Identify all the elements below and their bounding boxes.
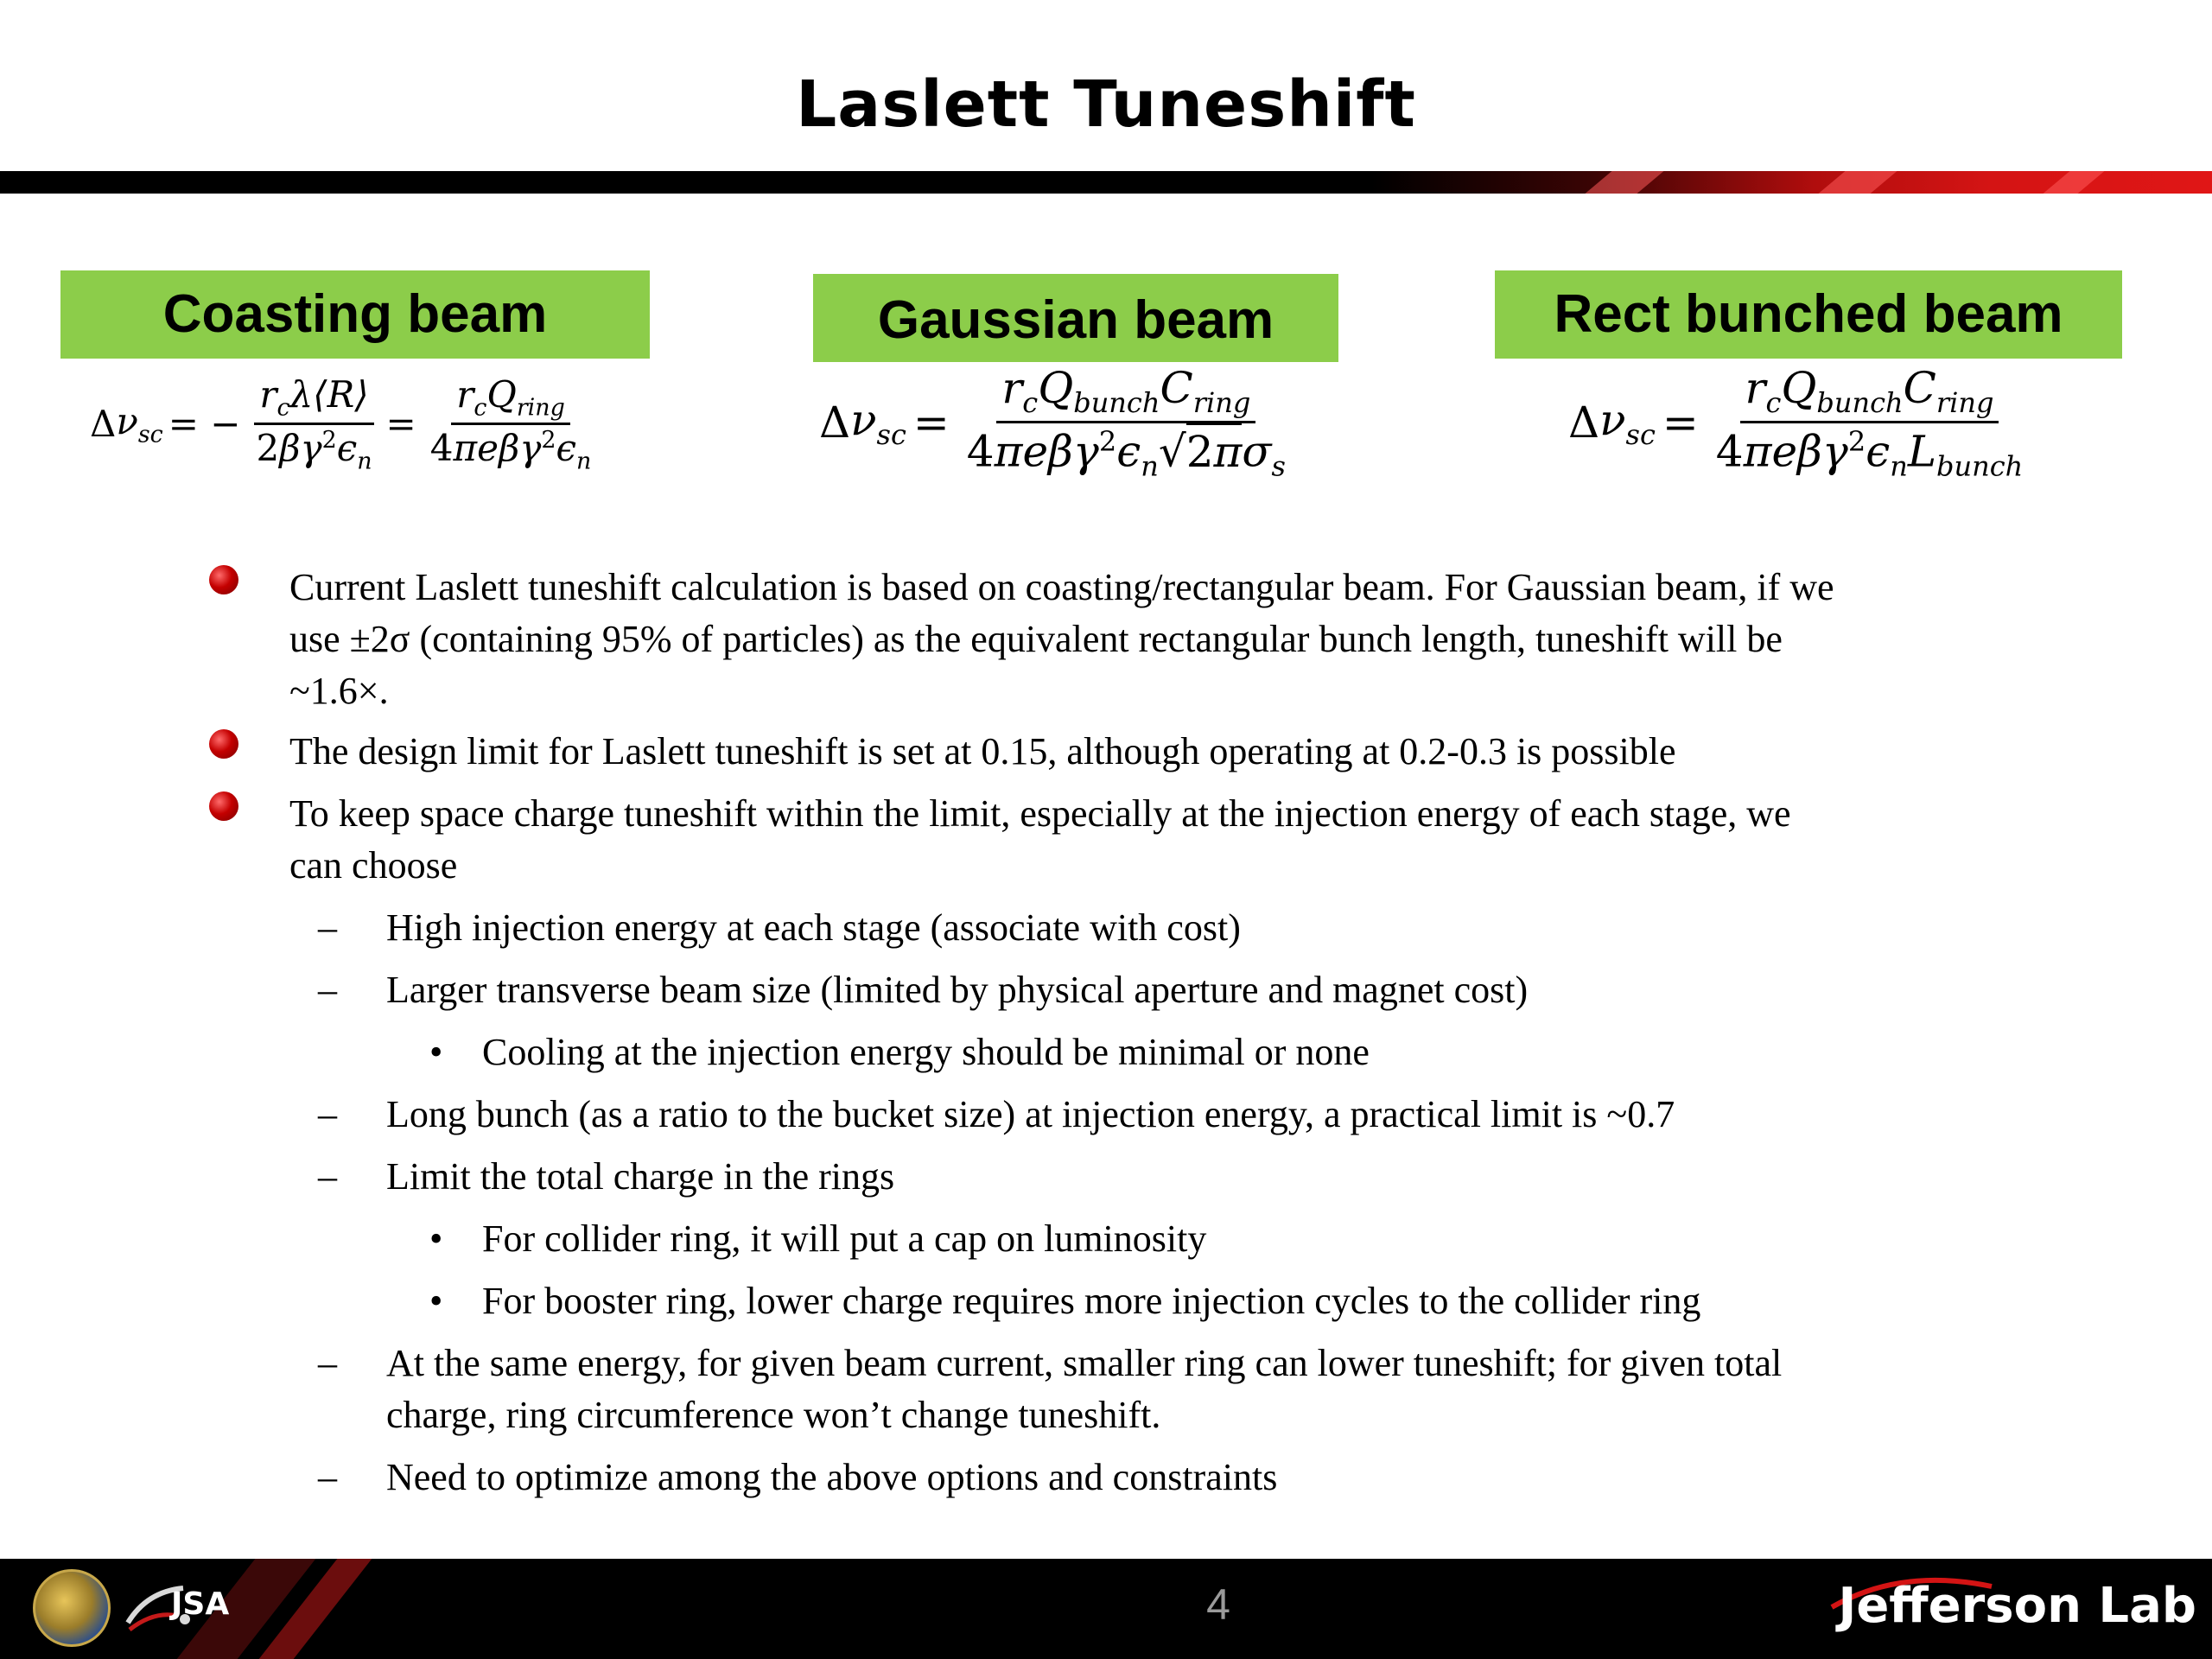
jsa-logo-icon — [121, 1576, 242, 1645]
rect-bunched-beam-header: Rect bunched beam — [1495, 270, 2122, 359]
dot-marker: • — [429, 1031, 443, 1073]
subitem-text: Limit the total charge in the rings — [386, 1155, 895, 1198]
dash-marker: – — [318, 906, 337, 949]
title-underline-bar — [0, 171, 2212, 194]
coasting-beam-equation: Δ $\nu_{sc}$ = − $\frac{r_c\lambda⟨R⟩}{2\beta\gamma^2\epsilon_n}$ = $\frac{r_cQ_{ring}}{4\pi e\beta\gamma^2\epsilon_n}$ — [90, 373, 592, 475]
dot-marker: • — [429, 1217, 443, 1260]
dash-marker: – — [318, 1093, 337, 1135]
bullet-text: Current Laslett tuneshift calculation is based on coasting/rectangular beam. For Gaussian beam, if we — [289, 566, 1834, 608]
subitem-text: For booster ring, lower charge requires more injection cycles to the collider ring — [482, 1280, 1701, 1322]
bullet-text: ~1.6×. — [289, 670, 389, 712]
coasting-beam-header: Coasting beam — [60, 270, 650, 359]
subitem-text: Cooling at the injection energy should be minimal or none — [482, 1031, 1370, 1073]
subitem-text: charge, ring circumference won’t change tuneshift. — [386, 1394, 1161, 1436]
footer-bar — [0, 1559, 2212, 1659]
rect-bunched-beam-equation: Δ $\nu_{sc}$ = $\frac{r_cQ_{bunch}C_{ring}}{4\pi e\beta\gamma^2\epsilon_nL_{bunch}}$ — [1568, 363, 2024, 483]
dot-marker: • — [429, 1280, 443, 1322]
subitem-text: Larger transverse beam size (limited by physical aperture and magnet cost) — [386, 969, 1529, 1011]
bullet-marker — [209, 565, 238, 594]
subitem-text: For collider ring, it will put a cap on luminosity — [482, 1217, 1207, 1260]
jefferson-lab-logo-text: Jefferson Lab — [1838, 1578, 2196, 1634]
dash-marker: – — [318, 969, 337, 1011]
subitem-text: Long bunch (as a ratio to the bucket size) at injection energy, a practical limit is ~0.7 — [386, 1093, 1675, 1135]
gaussian-beam-header: Gaussian beam — [813, 274, 1338, 362]
subitem-text: High injection energy at each stage (associate with cost) — [386, 906, 1241, 949]
bullet-marker — [209, 729, 238, 759]
bullet-text: To keep space charge tuneshift within the limit, especially at the injection energy of each stage, we — [289, 792, 1791, 835]
slide-title: Laslett Tuneshift — [796, 67, 1416, 142]
doe-seal-icon — [33, 1569, 111, 1647]
bullet-marker — [209, 791, 238, 821]
subitem-text: At the same energy, for given beam current, smaller ring can lower tuneshift; for given total — [386, 1342, 1783, 1384]
dash-marker: – — [318, 1155, 337, 1198]
bullet-text: can choose — [289, 844, 458, 887]
dash-marker: – — [318, 1342, 337, 1384]
svg-text:JSA: JSA — [171, 1586, 230, 1622]
gaussian-beam-equation: Δ $\nu_{sc}$ = $\frac{r_cQ_{bunch}C_{ring}}{4\pi e\beta\gamma^2\epsilon_n√2\pi\sigma_s}$ — [819, 363, 1286, 483]
bullet-text: The design limit for Laslett tuneshift is set at 0.15, although operating at 0.2-0.3 is possible — [289, 730, 1676, 772]
page-number: 4 — [1206, 1580, 1230, 1629]
bullet-text: use ±2σ (containing 95% of particles) as the equivalent rectangular bunch length, tuneshift will be — [289, 618, 1783, 660]
dash-marker: – — [318, 1456, 337, 1498]
subitem-text: Need to optimize among the above options and constraints — [386, 1456, 1278, 1498]
